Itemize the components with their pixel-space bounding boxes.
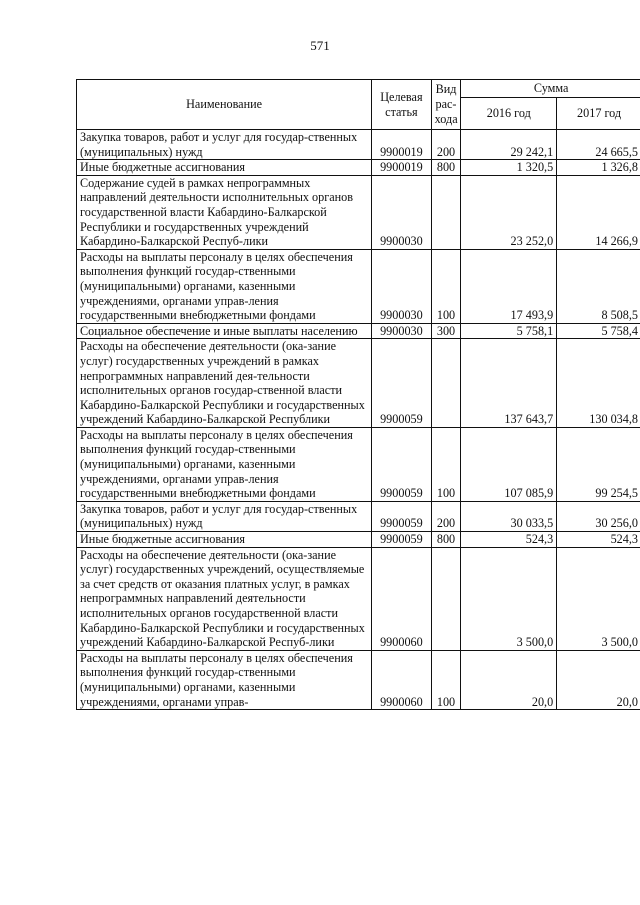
row-code: 9900059 (372, 339, 431, 428)
row-2017: 8 508,5 (557, 249, 640, 323)
row-2017: 1 326,8 (557, 160, 640, 176)
row-2017: 130 034,8 (557, 339, 640, 428)
row-kind: 100 (431, 427, 461, 501)
row-2016: 524,3 (461, 532, 557, 548)
table-row (77, 175, 640, 249)
row-kind: 800 (431, 532, 461, 548)
header-sum: Сумма (461, 80, 640, 98)
row-2016: 1 320,5 (461, 160, 557, 176)
table-row (77, 547, 640, 650)
row-2016: 23 252,0 (461, 175, 557, 249)
table-row (77, 501, 640, 531)
table-row (77, 130, 640, 160)
table-row (77, 650, 640, 709)
row-2017: 20,0 (557, 650, 640, 709)
row-name: Социальное обеспечение и иные выплаты населению (77, 323, 372, 339)
row-name: Расходы на выплаты персоналу в целях обеспечения выполнения функций государ-ственными (муниципальными) органами, казенными учреждениями, органами управ-ления государственными внебюджетными фондами (77, 427, 372, 501)
row-2017: 99 254,5 (557, 427, 640, 501)
row-kind (431, 339, 461, 428)
table-row (77, 249, 640, 323)
row-code: 9900060 (372, 547, 431, 650)
row-code: 9900030 (372, 175, 431, 249)
header-name: Наименование (77, 80, 372, 130)
row-kind: 300 (431, 323, 461, 339)
row-2017: 30 256,0 (557, 501, 640, 531)
table-row (77, 339, 640, 428)
row-code: 9900030 (372, 323, 431, 339)
row-name: Иные бюджетные ассигнования (77, 160, 372, 176)
row-name: Иные бюджетные ассигнования (77, 532, 372, 548)
table-row (77, 427, 640, 501)
row-2017: 24 665,5 (557, 130, 640, 160)
row-name: Расходы на обеспечение деятельности (ока-зание услуг) государственных учреждений в рамках непрограммных направлений дея-тельности исполнительных органов государ-ственной власти Кабардино-Балкарской Республики и государственных учреждений Кабардино-Балкарской Республики (77, 339, 372, 428)
table-row (77, 323, 640, 339)
row-2017: 5 758,4 (557, 323, 640, 339)
row-kind (431, 175, 461, 249)
row-2017: 3 500,0 (557, 547, 640, 650)
row-code: 9900060 (372, 650, 431, 709)
row-kind (431, 547, 461, 650)
row-code: 9900059 (372, 532, 431, 548)
row-2016: 107 085,9 (461, 427, 557, 501)
row-2016: 17 493,9 (461, 249, 557, 323)
row-2017: 14 266,9 (557, 175, 640, 249)
row-name: Закупка товаров, работ и услуг для государ-ственных (муниципальных) нужд (77, 130, 372, 160)
row-code: 9900019 (372, 130, 431, 160)
row-2017: 524,3 (557, 532, 640, 548)
row-name: Расходы на выплаты персоналу в целях обеспечения выполнения функций государ-ственными (муниципальными) органами, казенными учреждениями, органами управ-ления государственными внебюджетными фондами (77, 249, 372, 323)
header-kind: Вид рас-хода (431, 80, 461, 130)
row-name: Расходы на обеспечение деятельности (ока-зание услуг) государственных учреждений, осуществляемые за счет средств от оказания платных услуг, в рамках непрограммных направлений деятельности исполнительных органов государственной власти Кабардино-Балкарской Республики и государственных учреждений Кабардино-Балкарской Респуб-лики (77, 547, 372, 650)
row-code: 9900030 (372, 249, 431, 323)
row-code: 9900019 (372, 160, 431, 176)
header-year-2016: 2016 год (461, 98, 557, 130)
row-2016: 29 242,1 (461, 130, 557, 160)
row-kind: 200 (431, 501, 461, 531)
row-name: Закупка товаров, работ и услуг для государ-ственных (муниципальных) нужд (77, 501, 372, 531)
row-2016: 30 033,5 (461, 501, 557, 531)
row-name: Расходы на выплаты персоналу в целях обеспечения выполнения функций государ-ственными (муниципальными) органами, казенными учреждениями, органами управ- (77, 650, 372, 709)
row-kind: 100 (431, 650, 461, 709)
row-name: Содержание судей в рамках непрограммных направлений деятельности исполнительных органов государственной власти Кабардино-Балкарской Республики и государственных учреждений Кабардино-Балкарской Респуб-лики (77, 175, 372, 249)
row-2016: 5 758,1 (461, 323, 557, 339)
row-2016: 20,0 (461, 650, 557, 709)
row-kind: 800 (431, 160, 461, 176)
row-kind: 100 (431, 249, 461, 323)
row-code: 9900059 (372, 427, 431, 501)
page-number: 571 (310, 38, 330, 53)
row-2016: 3 500,0 (461, 547, 557, 650)
budget-table (76, 79, 640, 710)
table-row (77, 532, 640, 548)
header-code: Целевая статья (372, 80, 431, 130)
row-2016: 137 643,7 (461, 339, 557, 428)
row-code: 9900059 (372, 501, 431, 531)
row-kind: 200 (431, 130, 461, 160)
table-row (77, 160, 640, 176)
header-year-2017: 2017 год (557, 98, 640, 130)
